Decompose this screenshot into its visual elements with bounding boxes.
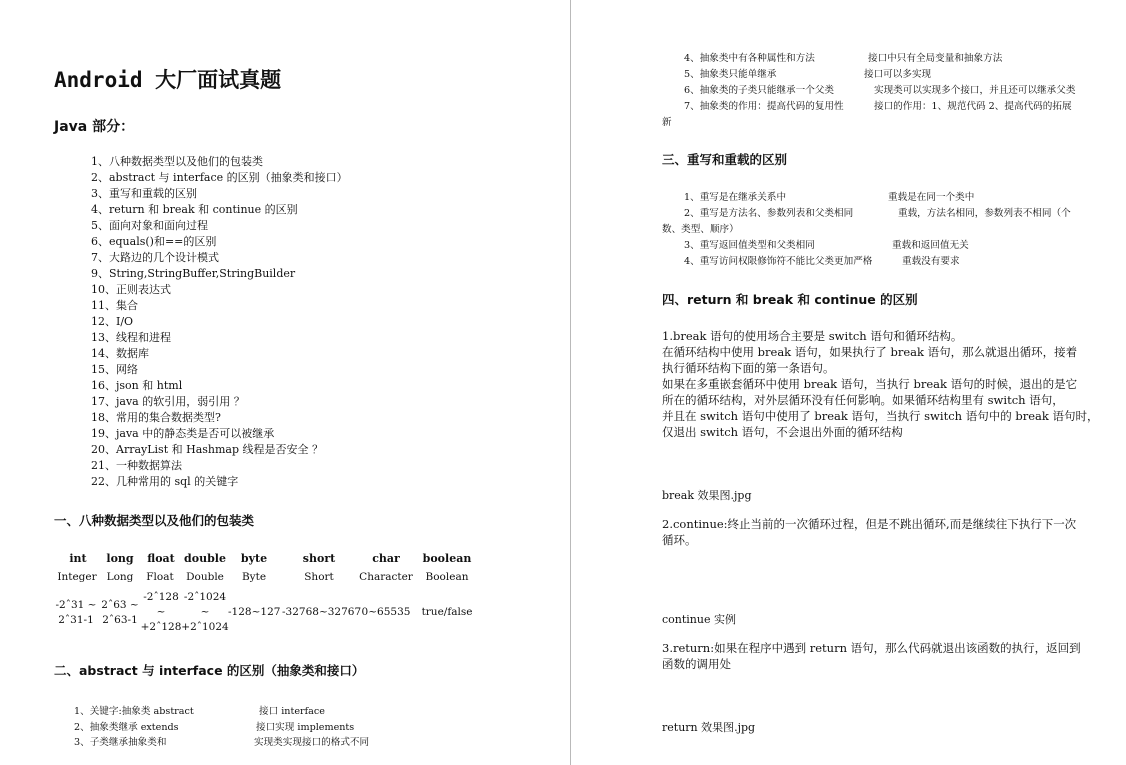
abstract-row-left: 7、抽象类的作用：提高代码的复用性 [684, 101, 844, 112]
abstract-row-right: 实现类实现接口的格式不同 [254, 737, 370, 748]
toc-item: 3、重写和重载的区别 [91, 187, 197, 200]
toc-item: 12、I/O [91, 315, 134, 328]
range-float: -2ˆ128 ~ +2ˆ128 [140, 591, 182, 633]
override-row-right: 重载是在同一个类中 [888, 192, 975, 203]
override-row-wrap: 数、类型、顺序） [662, 224, 739, 235]
section2-heading: 二、abstract 与 interface 的区别（抽象类和接口） [54, 663, 365, 678]
wrapper-class: Character [359, 571, 413, 583]
toc-item: 15、网络 [91, 363, 138, 376]
toc-item: 20、ArrayList 和 Hashmap 线程是否安全 ？ [91, 443, 324, 456]
page-divider [570, 0, 571, 765]
toc-item: 7、大路边的几个设计模式 [91, 251, 219, 264]
right-page [572, 0, 1126, 765]
override-row-left: 2、重写是方法名、参数列表和父类相同 [684, 208, 854, 219]
break-paragraph: 1.break 语句的使用场合主要是 switch 语句和循环结构。 在循环结构中使用 break 语句，如果执行了 break 语句，那么就退出循环，接着 执行循环结构下面的第一条语句。 如果在多重嵌套循环中使用 break 语句，当执行 break 语句的时候，退出的是它 所在的循环结构，对外层循环没有任何影响。如果循环结构里有 switch 语句， 并且在 switch 语句中使用了 break 语句，当执行 switch 语句中的 break 语句时， 仅退出 switch 语句，不会退出外面的循环结构 [662, 329, 1099, 439]
range-double: -2ˆ1024 ~ +2ˆ1024 [181, 591, 229, 633]
toc-item: 2、abstract 与 interface 的区别（抽象类和接口） [91, 171, 348, 184]
override-row-left: 3、重写返回值类型和父类相同 [684, 240, 815, 251]
wrapper-class: Double [186, 571, 224, 583]
wrapper-class: Float [146, 571, 174, 583]
abstract-row-right: 接口 interface [259, 706, 325, 717]
type-header: boolean [422, 552, 472, 565]
toc-item: 9、String,StringBuffer,StringBuilder [91, 267, 296, 280]
toc-item: 16、json 和 html [91, 379, 183, 392]
abstract-row-left: 2、抽象类继承 extends [74, 722, 179, 733]
toc-item: 4、return 和 break 和 continue 的区别 [91, 203, 298, 216]
override-row-left: 1、重写是在继承关系中 [684, 192, 787, 203]
wrapper-class: Long [106, 571, 134, 583]
abstract-row-wrap: 新 [662, 117, 672, 128]
abstract-row-right: 接口的作用：1、规范代码 2、提高代码的拓展 [874, 101, 1072, 112]
type-header: int [69, 552, 87, 565]
abstract-row-left: 4、抽象类中有各种属性和方法 [684, 53, 815, 64]
break-image-caption: break 效果图.jpg [662, 489, 752, 502]
toc-item: 18、常用的集合数据类型? [91, 411, 221, 424]
continue-paragraph: 2.continue:终止当前的一次循环过程，但是不跳出循环,而是继续往下执行下一次 循环。 [662, 517, 1077, 547]
abstract-row-left: 5、抽象类只能单继承 [684, 69, 777, 80]
abstract-row-right: 接口实现 implements [256, 722, 355, 733]
wrapper-class: Boolean [425, 571, 469, 583]
type-header: long [106, 552, 134, 565]
override-row-left: 4、重写访问权限修饰符不能比父类更加严格 [684, 256, 873, 267]
toc-item: 11、集合 [91, 299, 138, 312]
section1-heading: 一、八种数据类型以及他们的包装类 [54, 513, 255, 528]
section3-heading: 三、重写和重载的区别 [662, 152, 788, 167]
abstract-row-left: 3、子类继承抽象类和 [74, 737, 167, 748]
toc-item: 13、线程和进程 [91, 331, 171, 344]
override-row-right: 重载没有要求 [902, 256, 960, 267]
abstract-row-right: 接口中只有全局变量和抽象方法 [868, 53, 1003, 64]
abstract-row-left: 6、抽象类的子类只能继承一个父类 [684, 85, 835, 96]
range-char: 0~65535 [361, 606, 411, 618]
document-title: Android 大厂面试真题 [54, 68, 282, 92]
type-header: float [147, 552, 175, 565]
toc-item: 17、java 的软引用，弱引用 ？ [91, 395, 245, 408]
table-of-contents [91, 154, 348, 490]
toc-item: 1、八种数据类型以及他们的包装类 [91, 155, 263, 168]
override-row-right: 重载，方法名相同，参数列表不相同（个 [898, 208, 1071, 219]
abstract-row-left: 1、关键字:抽象类 abstract [74, 706, 194, 717]
type-header: char [372, 552, 400, 565]
toc-item: 10、正则表达式 [91, 283, 171, 296]
range-byte: -128~127 [228, 606, 281, 618]
abstract-row-right: 实现类可以实现多个接口，并且还可以继承父类 [874, 85, 1076, 96]
toc-item: 6、equals()和==的区别 [91, 235, 217, 248]
range-boolean: true/false [421, 606, 473, 618]
toc-item: 5、面向对象和面向过程 [91, 219, 208, 232]
java-section-heading: Java 部分： [54, 119, 135, 135]
type-header: double [184, 552, 226, 565]
range-short: -32768~32767 [282, 606, 362, 618]
wrapper-class: Byte [241, 571, 267, 583]
range-int: -2ˆ31 ~ 2ˆ31-1 [55, 599, 97, 626]
range-long: 2ˆ63 ~ 2ˆ63-1 [101, 599, 139, 626]
abstract-row-right: 接口可以多实现 [864, 69, 932, 80]
toc-item: 22、几种常用的 sql 的关键字 [91, 475, 239, 488]
wrapper-class: Short [304, 571, 334, 583]
return-image-caption: return 效果图.jpg [662, 721, 756, 734]
toc-item: 19、java 中的静态类是否可以被继承 [91, 427, 275, 440]
section4-heading: 四、return 和 break 和 continue 的区别 [662, 292, 918, 307]
toc-item: 14、数据库 [91, 347, 149, 360]
override-row-right: 重载和返回值无关 [892, 240, 969, 251]
continue-image-caption: continue 实例 [662, 613, 736, 626]
wrapper-class: Integer [57, 571, 97, 583]
toc-item: 21、一种数据算法 [91, 459, 182, 472]
type-header: short [302, 552, 336, 565]
return-paragraph: 3.return:如果在程序中遇到 return 语句，那么代码就退出该函数的执行，返回到 函数的调用处 [662, 641, 1081, 671]
type-header: byte [240, 552, 268, 565]
